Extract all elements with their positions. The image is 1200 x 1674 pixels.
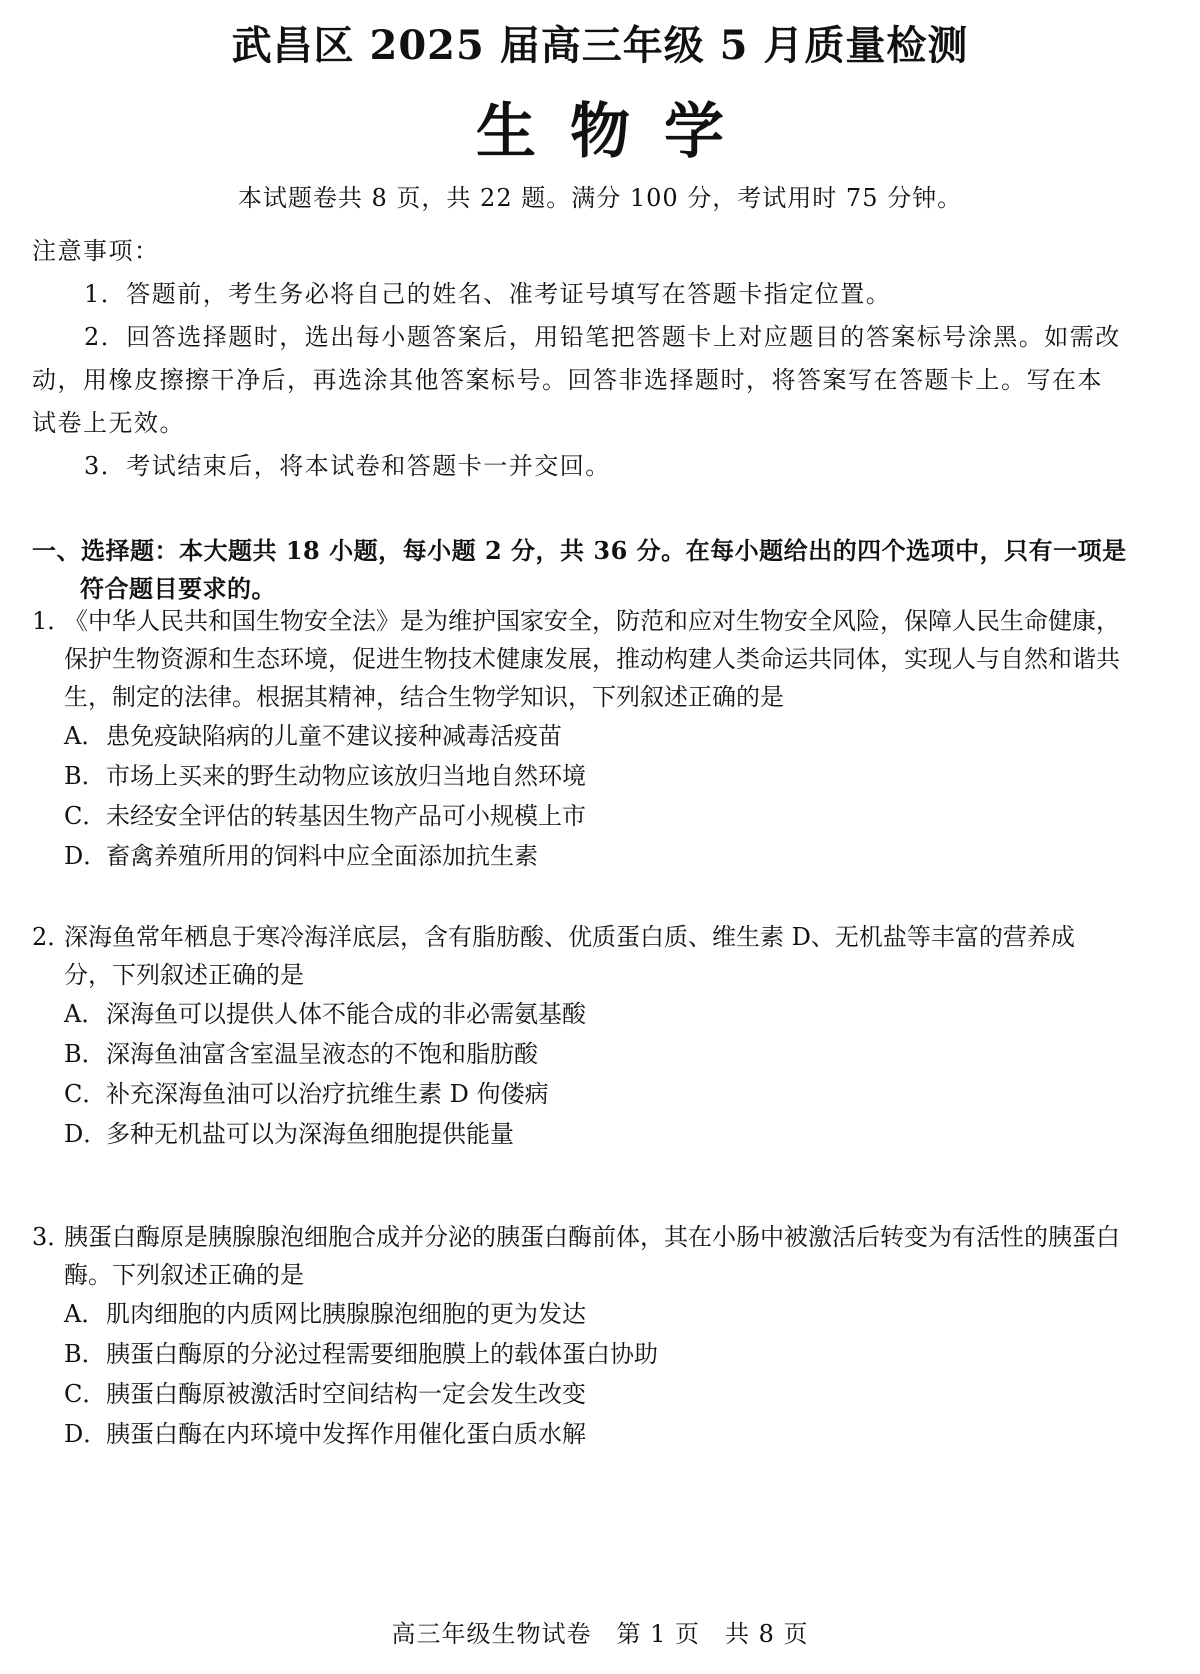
subject-title: 生物学 [476,97,758,167]
option-a [32,1294,1122,1334]
option-text: 胰蛋白酶原的分泌过程需要细胞膜上的载体蛋白协助 [106,1340,658,1368]
option-letter: A． [64,1000,106,1028]
question-stem [32,602,1122,716]
question-3 [32,1218,1122,1454]
option-text: 肌肉细胞的内质网比胰腺腺泡细胞的更为发达 [106,1300,586,1328]
option-text: 畜禽养殖所用的饲料中应全面添加抗生素 [106,842,538,870]
option-text: 未经安全评估的转基因生物产品可小规模上市 [106,802,586,830]
exam-info: 本试题卷共 8 页，共 22 题。满分 100 分，考试用时 75 分钟。 [237,184,963,212]
option-letter: C． [64,1380,107,1408]
option-a [32,994,1122,1034]
question-number: 2． [32,923,72,951]
option-c [32,1374,1122,1414]
option-letter: D． [64,1420,108,1448]
option-text: 深海鱼油富含室温呈液态的不饱和脂肪酸 [106,1040,538,1068]
question-text: 深海鱼常年栖息于寒冷海洋底层，含有脂肪酸、优质蛋白质、维生素 D、无机盐等丰富的营养成分，下列叙述正确的是 [64,923,1075,989]
question-2 [32,918,1122,1218]
option-text: 胰蛋白酶原被激活时空间结构一定会发生改变 [106,1380,586,1408]
option-a [32,716,1122,756]
option-letter: B． [64,762,106,790]
option-letter: D． [64,1120,108,1148]
option-letter: A． [64,722,106,750]
option-b [32,1334,1122,1374]
section-heading: 一、选择题：本大题共 18 小题，每小题 2 分，共 36 分。在每小题给出的四个选项中，只有一项是符合题目要求的。 [32,536,1127,603]
option-b [32,756,1122,796]
option-letter: A． [64,1300,106,1328]
exam-title: 武昌区 2025 届高三年级 5 月质量检测 [231,22,969,69]
option-text: 深海鱼可以提供人体不能合成的非必需氨基酸 [106,1000,586,1028]
option-text: 患免疫缺陷病的儿童不建议接种减毒活疫苗 [106,722,562,750]
question-text: 胰蛋白酶原是胰腺腺泡细胞合成并分泌的胰蛋白酶前体，其在小肠中被激活后转变为有活性的胰蛋白酶。下列叙述正确的是 [64,1223,1120,1289]
question-text: 《中华人民共和国生物安全法》是为维护国家安全，防范和应对生物安全风险，保障人民生命健康，保护生物资源和生态环境，促进生物技术健康发展，推动构建人类命运共同体，实现人与自然和谐共生，制定的法律。根据其精神，结合生物学知识，下列叙述正确的是 [64,607,1120,711]
option-letter: C． [64,802,107,830]
option-b [32,1034,1122,1074]
question-stem [32,918,1122,994]
notice-heading: 注意事项： [32,237,160,265]
option-text: 多种无机盐可以为深海鱼细胞提供能量 [106,1120,514,1148]
option-d [32,1114,1122,1154]
question-number: 3． [32,1223,72,1251]
option-text: 市场上买来的野生动物应该放归当地自然环境 [106,762,586,790]
notice-item: 2．回答选择题时，选出每小题答案后，用铅笔把答题卡上对应题目的答案标号涂黑。如需改动，用橡皮擦擦干净后，再选涂其他答案标号。回答非选择题时，将答案写在答题卡上。写在本试卷上无效。 [32,323,1121,437]
question-list [32,602,1122,1454]
question-stem [32,1218,1122,1294]
option-c [32,796,1122,836]
option-letter: C． [64,1080,107,1108]
notice-block [32,230,1122,488]
option-letter: B． [64,1040,106,1068]
question-1 [32,602,1122,918]
option-letter: D． [64,842,108,870]
option-d [32,836,1122,876]
page-footer: 高三年级生物试卷 第 1 页 共 8 页 [391,1620,809,1648]
option-letter: B． [64,1340,106,1368]
option-text: 胰蛋白酶在内环境中发挥作用催化蛋白质水解 [106,1420,586,1448]
notice-item: 3．考试结束后，将本试卷和答题卡一并交回。 [84,452,611,480]
notice-item: 1．答题前，考生务必将自己的姓名、准考证号填写在答题卡指定位置。 [84,280,892,308]
question-number: 1． [32,607,72,635]
option-d [32,1414,1122,1454]
option-c [32,1074,1122,1114]
option-text: 补充深海鱼油可以治疗抗维生素 D 佝偻病 [106,1080,549,1108]
